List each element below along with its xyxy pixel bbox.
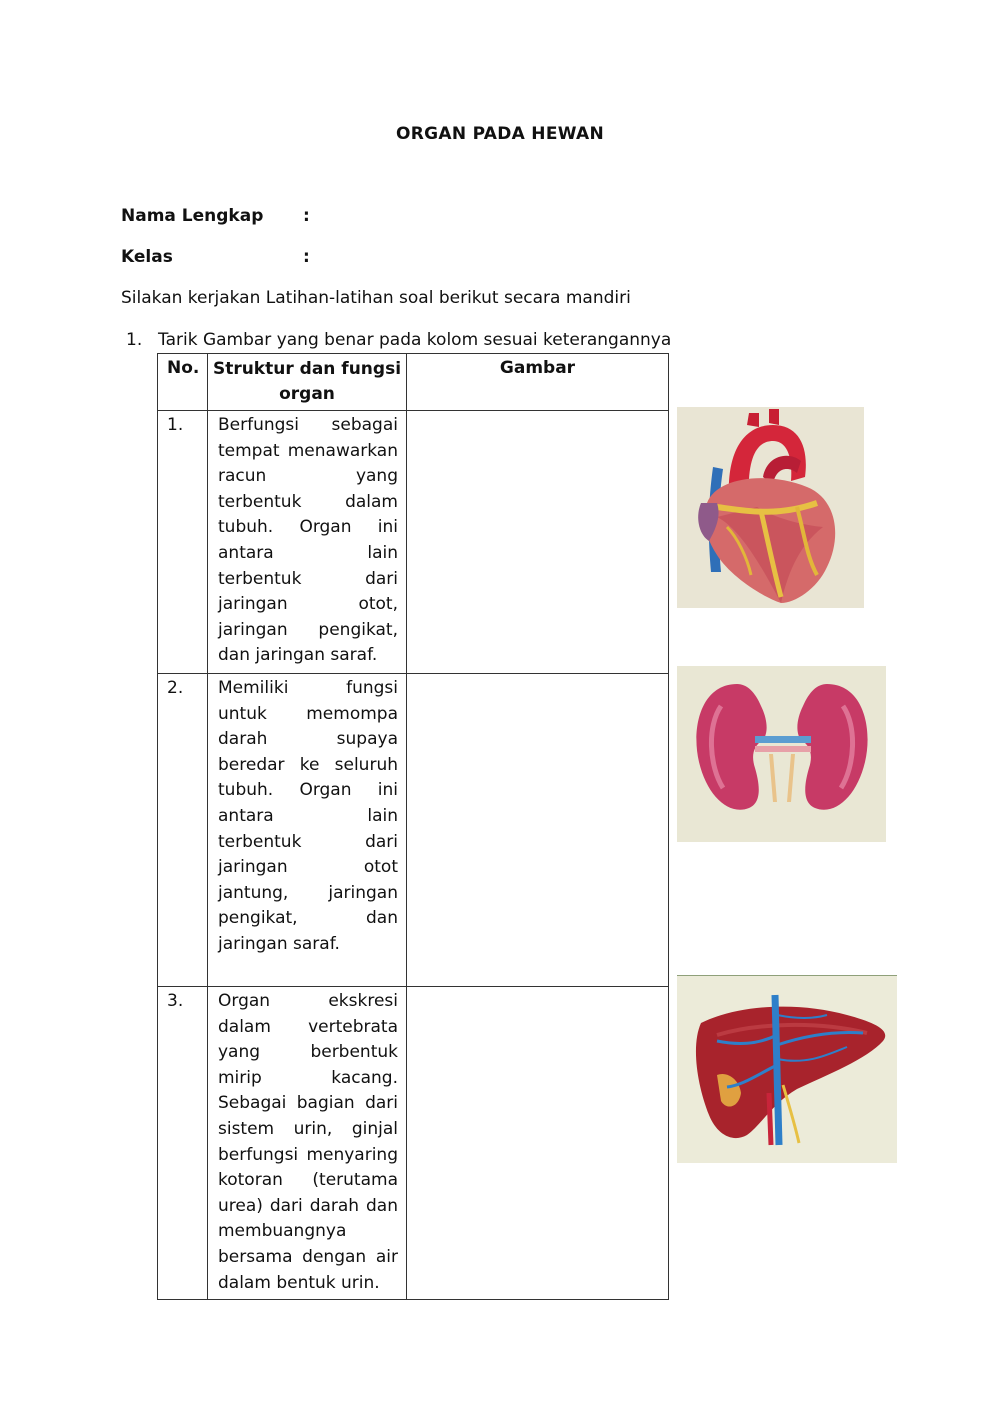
table-row — [158, 987, 669, 1300]
page-title: ORGAN PADA HEWAN — [395, 124, 605, 144]
header-picture: Gambar — [407, 354, 669, 411]
row-description: Memiliki fungsi untuk memompa darah supaya beredar ke seluruh tubuh. Organ ini antara lain terbentuk dari jaringan otot jantung, jaringan pengikat, dan jaringan saraf. — [208, 674, 407, 987]
heart-image[interactable] — [677, 407, 864, 608]
drop-zone-1[interactable] — [407, 411, 669, 674]
class-colon: : — [303, 247, 310, 267]
kidneys-image[interactable] — [677, 666, 886, 842]
question-number: 1. — [126, 330, 143, 350]
drop-zone-3[interactable] — [407, 987, 669, 1300]
instruction-text: Silakan kerjakan Latihan-latihan soal berikut secara mandiri — [121, 288, 631, 308]
table-row — [158, 411, 669, 674]
table-row — [158, 674, 669, 987]
name-label: Nama Lengkap — [121, 206, 264, 226]
drop-zone-2[interactable] — [407, 674, 669, 987]
question-1 — [126, 330, 671, 350]
kidneys-illustration — [677, 666, 886, 842]
liver-image[interactable] — [677, 975, 897, 1163]
row-description: Organ ekskresi dalam vertebrata yang berbentuk mirip kacang. Sebagai bagian dari sistem urin, ginjal berfungsi menyaring kotoran (terutama urea) dari darah dan membuangnya bersama dengan air dalam bentuk urin. — [208, 987, 407, 1300]
table-header-row — [158, 354, 669, 411]
row-description: Berfungsi sebagai tempat menawarkan racun yang terbentuk dalam tubuh. Organ ini antara lain terbentuk dari jaringan otot, jaringan pengikat, dan jaringan saraf. — [208, 411, 407, 674]
heart-illustration — [677, 407, 864, 608]
row-number: 3. — [158, 987, 208, 1300]
header-no: No. — [158, 354, 208, 411]
name-colon: : — [303, 206, 310, 226]
organ-table — [157, 353, 669, 1300]
class-field — [121, 247, 310, 267]
class-label: Kelas — [121, 247, 173, 267]
name-field — [121, 206, 310, 226]
question-text: Tarik Gambar yang benar pada kolom sesuai keterangannya — [158, 330, 672, 350]
liver-illustration — [677, 975, 897, 1163]
row-number: 1. — [158, 411, 208, 674]
header-structure: Struktur dan fungsi organ — [208, 354, 407, 411]
row-number: 2. — [158, 674, 208, 987]
